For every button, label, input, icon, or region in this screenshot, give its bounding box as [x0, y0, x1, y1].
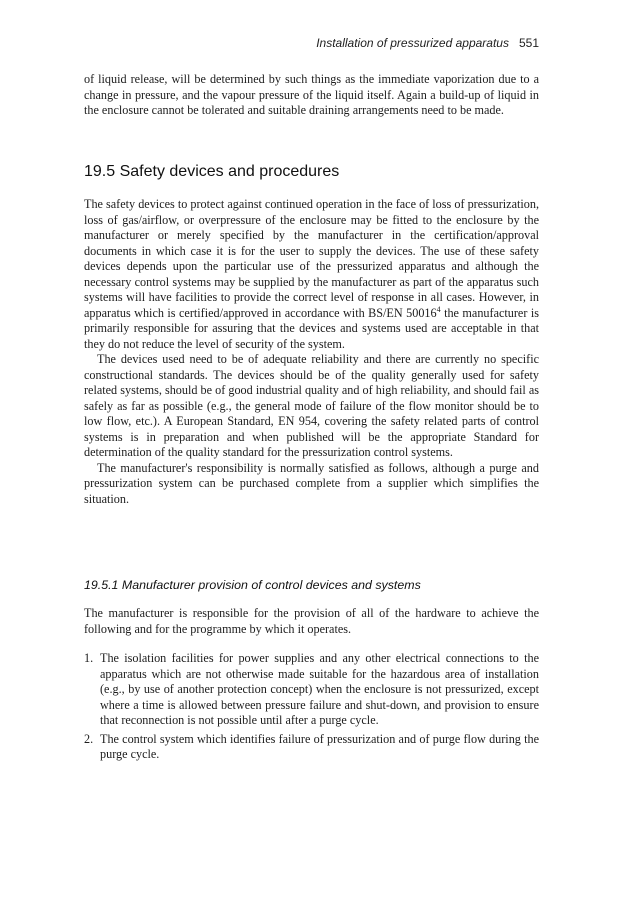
section-paragraph-1-part-2: the manufacturer is primarily responsible for assuring that the devices and systems used are acceptable in that they do not reduce the level of security of the system.	[84, 305, 539, 351]
reference-superscript: 4	[436, 304, 441, 314]
list-item-text: The isolation facilities for power supplies and any other electrical connections to the apparatus which are not otherwise made suitable for the hazardous area of installation (e.g., by use of another protection concept) when the enclosure is not pressurized, except where a time is allowed between pressure failure and shut-down, and provision to ensure that reconnection is not possible until after a purge cycle.	[100, 651, 539, 727]
intro-paragraph: of liquid release, will be determined by such things as the immediate vaporization due to a change in pressure, and the vapour pressure of the liquid itself. Again a build-up of liquid in the enclosure cannot be tolerated and suitable draining arrangements need to be made.	[84, 72, 539, 117]
subsection-heading: 19.5.1 Manufacturer provision of control devices and systems	[84, 578, 421, 592]
list-item	[84, 732, 539, 763]
list-item-text: The control system which identifies failure of pressurization and of purge flow during the purge cycle.	[100, 731, 539, 761]
section-paragraph-2: The devices used need to be of adequate reliability and there are currently no specific constructional standards. The devices should be of the quality generally used for safety related systems, should be of good industrial quality and of high reliability, and should fail as safely as far as possible (e.g., the general mode of failure of the flow monitor should be to low flow, etc.). A European Standard, EN 954, covering the safety related parts of control systems is in preparation and when published will be the appropriate Standard for determination of the quality standard for the pressurization control systems.	[84, 352, 539, 459]
subsection-intro-block	[84, 606, 539, 637]
list-item-number: 1.	[84, 651, 94, 665]
list-item-number: 2.	[84, 731, 94, 746]
subsection-intro: The manufacturer is responsible for the provision of all of the hardware to achieve the following and for the programme by which it operates.	[84, 606, 539, 636]
requirements-list	[84, 651, 539, 766]
running-header-title: Installation of pressurized apparatus	[316, 36, 509, 50]
section-paragraph-1-part-1: The safety devices to protect against continued operation in the face of loss of pressurization, loss of gas/airflow, or overpressure of the enclosure may be fitted to the enclosure by the manufacturer or merely specified by the manufacturer in the certification/approval documents in which case it is for the user to supply the devices. The use of these safety devices depends upon the particular use of the pressurized apparatus and although the necessary control systems may be supplied by the manufacturer as part of the apparatus such systems will have facilities to provide the correct level of response in all cases. However, in apparatus which is certified/approved in accordance with BS/EN 50016	[84, 197, 539, 320]
list-item	[84, 651, 539, 729]
intro-paragraph-block	[84, 72, 539, 119]
running-header	[84, 36, 539, 50]
section-heading: 19.5 Safety devices and procedures	[84, 163, 340, 180]
page-number: 551	[518, 36, 539, 50]
section-body	[84, 197, 539, 507]
section-paragraph-3: The manufacturer's responsibility is normally satisfied as follows, although a purge and pressurization system can be purchased complete from a supplier which simplifies the situation.	[84, 460, 539, 506]
section-paragraph-1	[84, 197, 539, 352]
